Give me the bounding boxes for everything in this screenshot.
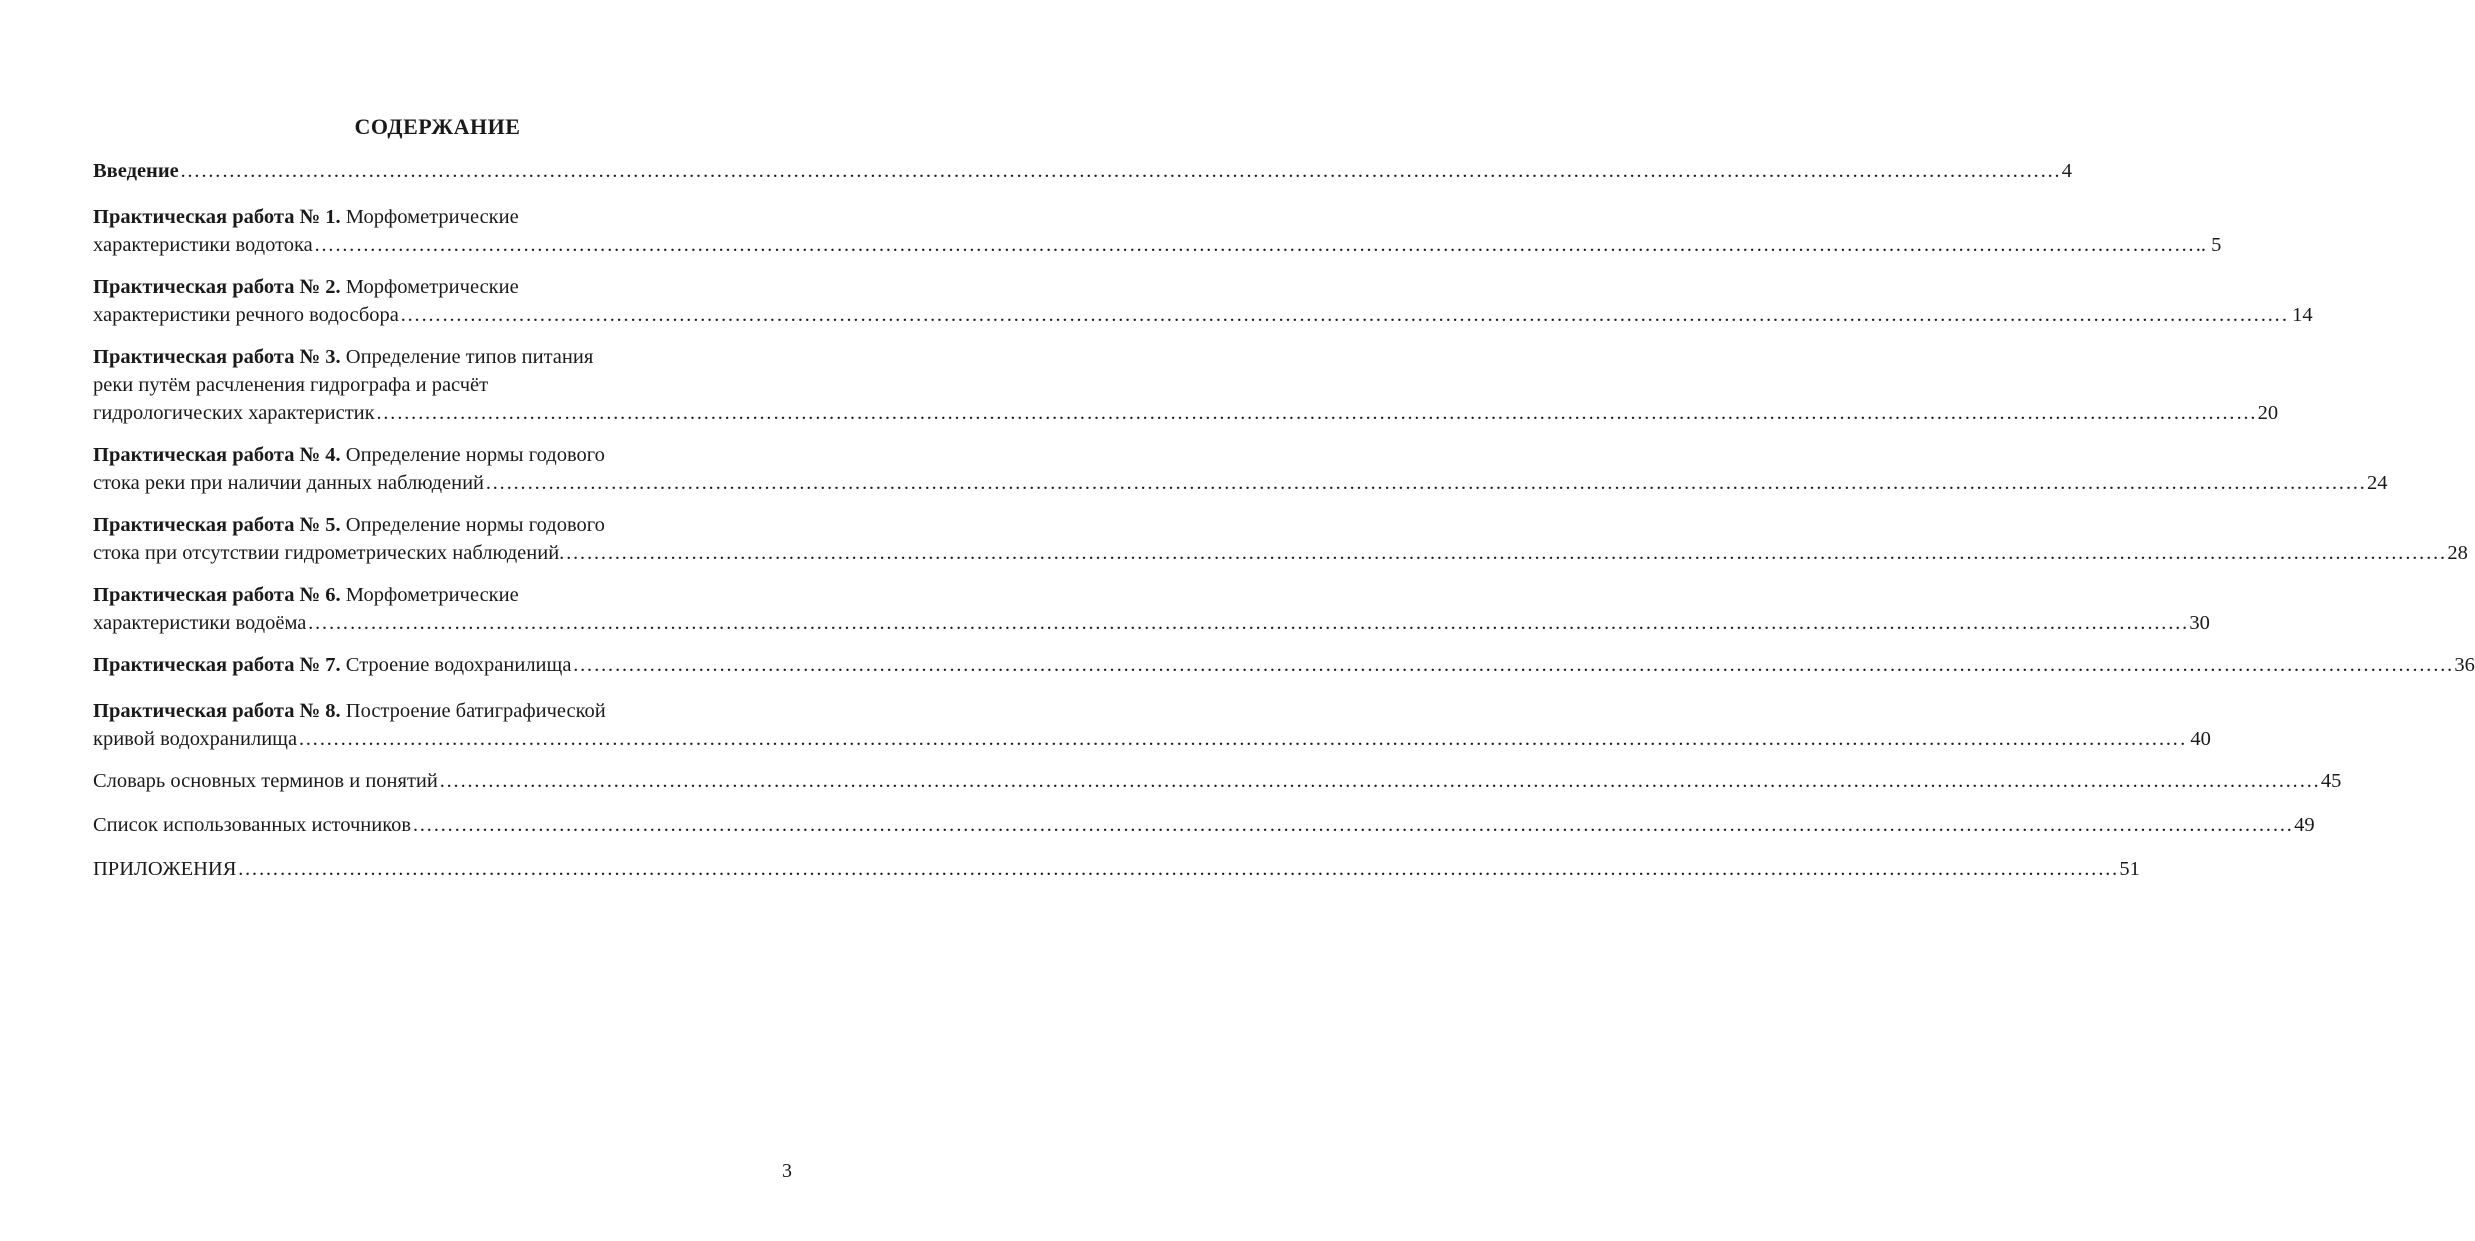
- toc-entry-last-line: [93, 301, 2313, 329]
- toc-entry-title: [93, 811, 411, 839]
- toc-page-number: . 14: [2281, 304, 2313, 326]
- dot-leader: ………………………………………………………………………………………………………………………………………………………………………………………………………………………………………………: [298, 728, 2180, 750]
- toc-entry-text: Строение водохранилища: [340, 654, 572, 676]
- toc-page-number: 4: [2061, 160, 2073, 182]
- toc-entry-title: [93, 469, 484, 497]
- toc-entry-line: [93, 581, 761, 609]
- toc-entry-last-line: [93, 725, 2211, 753]
- toc-entry[interactable]: [93, 157, 2073, 185]
- toc-entry-text: Морфометрические: [340, 276, 519, 298]
- toc-entry-text: характеристики речного водосбора: [93, 304, 399, 326]
- toc-entry-last-line: [93, 855, 2140, 883]
- dot-leader: ………………………………………………………………………………………………………………………………………………………………………………………………………………………………………………: [485, 472, 2367, 494]
- toc-entry-label: Практическая работа № 4.: [93, 444, 341, 466]
- toc-entry-text: Определение нормы годового: [340, 514, 605, 536]
- dot-leader: ………………………………………………………………………………………………………………………………………………………………………………………………………………………………………………: [572, 654, 2454, 676]
- toc-entry[interactable]: [93, 511, 2468, 567]
- page-title: СОДЕРЖАНИЕ: [354, 114, 521, 139]
- toc-entry-text: Определение типов питания: [340, 346, 594, 368]
- toc-entry-label: Практическая работа № 3.: [93, 346, 341, 368]
- dot-leader: ………………………………………………………………………………………………………………………………………………………………………………………………………………………………………………: [375, 402, 2257, 424]
- toc-page-number: 36: [2454, 654, 2475, 676]
- toc-entry-last-line: [93, 651, 2475, 679]
- toc-entry[interactable]: [93, 203, 2222, 259]
- toc-page-number: 51: [2119, 858, 2140, 880]
- toc-entry-text: Определение нормы годового: [340, 444, 605, 466]
- toc-entry-title: [93, 767, 438, 795]
- toc-entry[interactable]: [93, 811, 2315, 839]
- toc-page-number: 28: [2447, 542, 2468, 564]
- toc-entry-label: Практическая работа № 7.: [93, 654, 341, 676]
- toc-entry-text: кривой водохранилища: [93, 728, 298, 750]
- toc-entry-title: [93, 651, 571, 679]
- toc-entry-last-line: [93, 811, 2315, 839]
- toc-entry-text: Морфометрические: [340, 206, 519, 228]
- dot-leader: ………………………………………………………………………………………………………………………………………………………………………………………………………………………………………………: [412, 814, 2294, 836]
- toc-page-number: .. 5: [2195, 234, 2222, 256]
- toc-entry-line: [93, 371, 761, 399]
- toc-entry-last-line: [93, 399, 2279, 427]
- toc-entry-line: [93, 343, 761, 371]
- toc-entry-title: [93, 301, 399, 329]
- toc-entry-text: ПРИЛОЖЕНИЯ: [93, 858, 237, 880]
- toc-entry-last-line: [93, 539, 2468, 567]
- toc-entry-text: Морфометрические: [340, 584, 519, 606]
- toc-entry-label: Введение: [93, 160, 179, 182]
- toc-entry-line: [93, 697, 761, 725]
- toc-entry[interactable]: [93, 581, 2210, 637]
- toc-entry-title: [93, 231, 313, 259]
- toc-entry[interactable]: [93, 855, 2140, 883]
- toc-entry-text: Список использованных источников: [93, 814, 412, 836]
- toc-entry-last-line: [93, 469, 2388, 497]
- toc-page-number: 49: [2294, 814, 2315, 836]
- dot-leader: ………………………………………………………………………………………………………………………………………………………………………………………………………………………………………………: [307, 612, 2189, 634]
- dot-leader: ………………………………………………………………………………………………………………………………………………………………………………………………………………………………………………: [313, 234, 2195, 256]
- dot-leader: ………………………………………………………………………………………………………………………………………………………………………………………………………………………………………………: [179, 160, 2061, 182]
- toc-entry-text: реки путём расчленения гидрографа и расчёт: [93, 374, 489, 396]
- toc-entry[interactable]: [93, 441, 2388, 497]
- toc-page-number: 24: [2367, 472, 2388, 494]
- toc-entry[interactable]: [93, 273, 2313, 329]
- toc-page-number: . 40: [2180, 728, 2211, 750]
- toc-entry-text: характеристики водоёма: [93, 612, 307, 634]
- toc-entry-title: [93, 725, 297, 753]
- toc-entry-text: Словарь основных терминов и понятий: [93, 770, 438, 792]
- toc-entry-line: [93, 441, 761, 469]
- toc-entry-last-line: [93, 767, 2342, 795]
- toc-entry-label: Практическая работа № 1.: [93, 206, 341, 228]
- toc-entry[interactable]: [93, 343, 2279, 427]
- dot-leader: ………………………………………………………………………………………………………………………………………………………………………………………………………………………………………………: [438, 770, 2320, 792]
- dot-leader: ………………………………………………………………………………………………………………………………………………………………………………………………………………………………………………: [237, 858, 2119, 880]
- toc-entry-title: [93, 609, 306, 637]
- dot-leader: ………………………………………………………………………………………………………………………………………………………………………………………………………………………………………………: [399, 304, 2281, 326]
- toc-entry-line: [93, 273, 761, 301]
- toc-entry-line: [93, 203, 761, 231]
- toc-entry-label: Практическая работа № 5.: [93, 514, 341, 536]
- page-number: 3: [782, 1160, 792, 1182]
- toc-entry-label: Практическая работа № 8.: [93, 700, 341, 722]
- toc-entry-label: Практическая работа № 6.: [93, 584, 341, 606]
- toc-entry-title: [93, 539, 564, 567]
- toc-entry-last-line: [93, 157, 2073, 185]
- toc-entry[interactable]: [93, 651, 2475, 679]
- toc-entry-line: [93, 511, 761, 539]
- toc-entry-text: Построение батиграфической: [340, 700, 606, 722]
- toc-entry[interactable]: [93, 767, 2342, 795]
- toc-entry-last-line: [93, 231, 2222, 259]
- toc-entry-text: характеристики водотока: [93, 234, 313, 256]
- toc-page-number: 30: [2189, 612, 2210, 634]
- toc-entry[interactable]: [93, 697, 2211, 753]
- toc-entry-title: [93, 157, 179, 185]
- toc-entry-label: Практическая работа № 2.: [93, 276, 341, 298]
- dot-leader: ………………………………………………………………………………………………………………………………………………………………………………………………………………………………………………: [565, 542, 2447, 564]
- toc-entry-title: [93, 855, 236, 883]
- toc-entry-last-line: [93, 609, 2210, 637]
- toc-entry-text: стока при отсутствии гидрометрических наблюдений.: [93, 542, 565, 564]
- toc-page-number: 45: [2320, 770, 2342, 792]
- toc-entry-text: стока реки при наличии данных наблюдений: [93, 472, 485, 494]
- toc-entry-title: [93, 399, 375, 427]
- toc-page-number: 20: [2257, 402, 2279, 424]
- toc-entry-text: гидрологических характеристик: [93, 402, 375, 424]
